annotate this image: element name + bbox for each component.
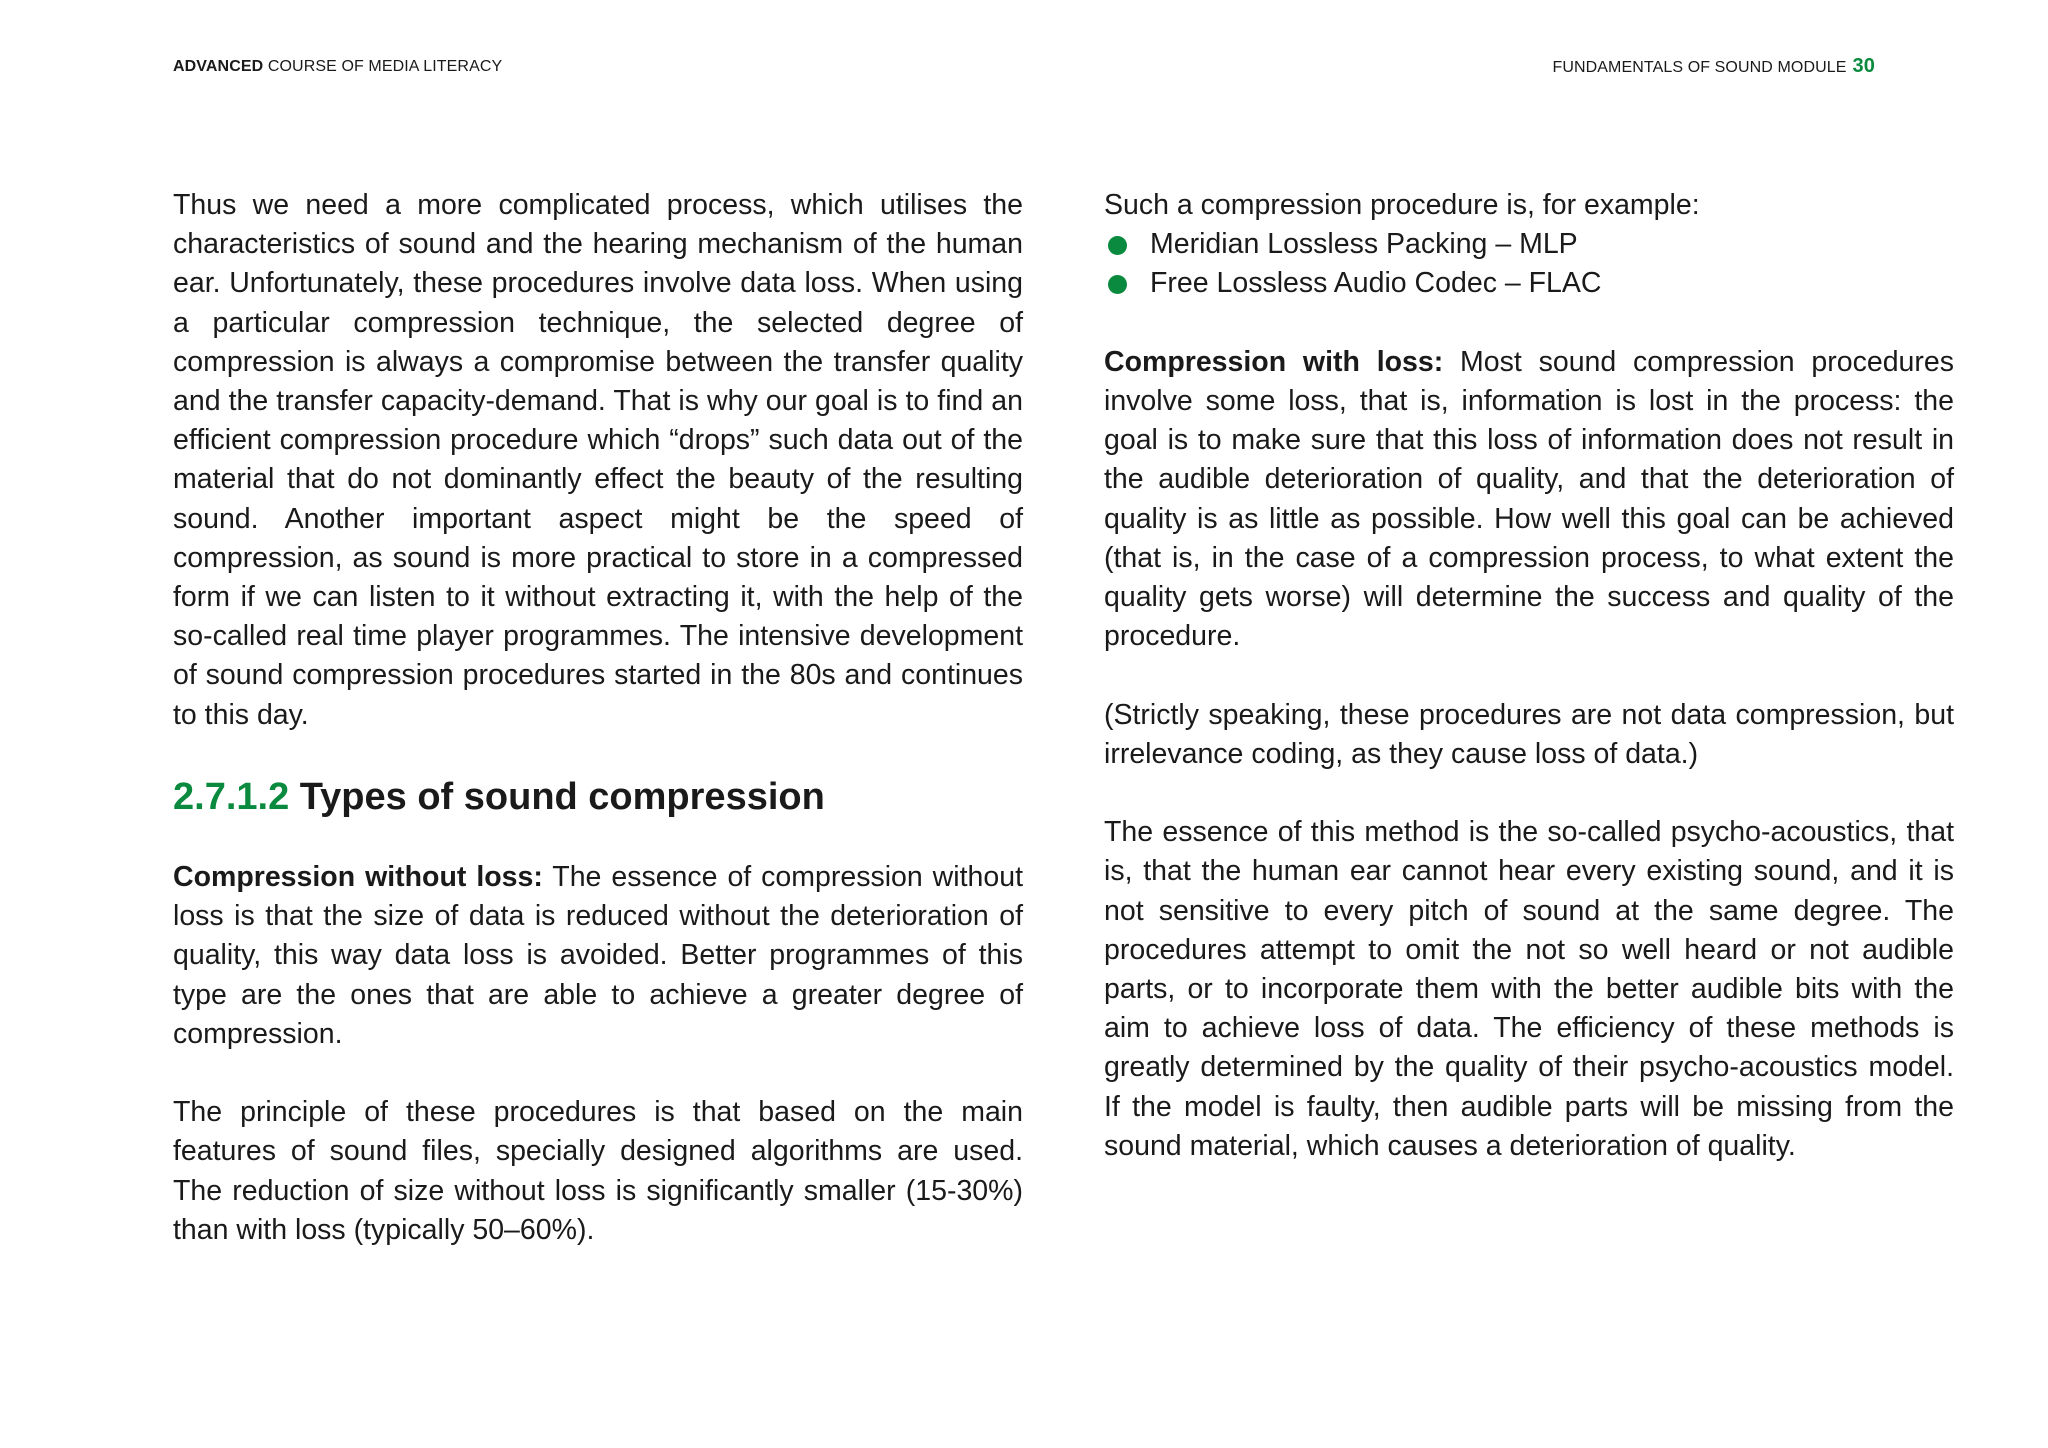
principle-paragraph: The principle of these procedures is that based on the main features of sound files, specially designed algorithms are used. The reduction of size without loss is significantly smaller (15-30%) than with loss (typically 50–60%). — [173, 1096, 1023, 1246]
lossy-run-head: Compression with loss: — [1104, 345, 1444, 378]
section-number: 2.7.1.2 — [173, 776, 290, 819]
course-title — [173, 58, 502, 76]
course-title-rest: COURSE OF MEDIA LITERACY — [263, 58, 503, 75]
lossy-body: Most sound compression procedures involve some loss, that is, information is lost in the process: the goal is to make sure that this loss of information does not result in the audible deterioration of quality, and that the deterioration of quality is as little as possible. How well this goal can be achieved (that is, in the case of a compression process, to what extent the quality gets worse) will determine the success and quality of the procedure. — [1104, 345, 1954, 653]
intro-paragraph: Thus we need a more complicated process, which utilises the characteristics of sound and the hearing mechanism of the human ear. Unfortunately, these procedures involve data loss. When using a particular compression technique, the selected degree of compression is always a compromise between the transfer quality and the transfer capacity-demand. That is why our goal is to find an efficient compression procedure which “drops” such data out of the material that do not dominantly effect the beauty of the resulting sound. Another important aspect might be the speed of compression, as sound is more practical to store in a compressed form if we can listen to it without extracting it, with the help of the so-called real time player programmes. The intensive development of sound compression procedures started in the 80s and continues to this day. — [173, 189, 1023, 731]
section-title: Types of sound compression — [289, 776, 825, 819]
module-title — [1552, 55, 1875, 78]
psychoacoustics-paragraph: The essence of this method is the so-called psycho-acoustics, that is, that the human ear cannot hear every existing sound, and it is not sensitive to every pitch of sound at the same degree. The procedures attempt to omit the not so well heard or not audible parts, or to incorporate them with the better audible bits with the aim to achieve loss of data. The efficiency of these methods is greatly determined by the quality of their psycho-acoustics model. If the model is faulty, then audible parts will be missing from the sound material, which causes a deterioration of quality. — [1104, 816, 1954, 1162]
course-title-strong: ADVANCED — [173, 58, 264, 75]
strictly-paragraph: (Strictly speaking, these procedures are not data compression, but irrelevance coding, as they cause loss of data.) — [1104, 698, 1954, 770]
examples-intro: Such a compression procedure is, for example: — [1104, 189, 1700, 221]
lossless-run-head: Compression without loss: — [173, 861, 543, 894]
lossless-body: The essence of compression without loss is that the size of data is reduced without the deterioration of quality, this way data loss is avoided. Better programmes of this type are the ones that are able to achieve a greater degree of compression. — [173, 861, 1023, 1050]
list-item-text: Meridian Lossless Packing – MLP — [1150, 228, 1578, 261]
page-number: 30 — [1852, 55, 1875, 77]
bullet-dot-icon — [1108, 275, 1127, 294]
lossy-paragraph — [1104, 343, 1954, 657]
section-heading — [173, 774, 1023, 820]
module-title-text: FUNDAMENTALS OF SOUND MODULE — [1552, 59, 1847, 76]
running-header — [173, 55, 1875, 82]
list-item-text: Free Lossless Audio Codec – FLAC — [1150, 267, 1602, 300]
list-item — [1104, 264, 1954, 303]
right-column — [1104, 186, 1954, 1205]
examples-list — [1104, 225, 1954, 303]
bullet-dot-icon — [1108, 236, 1127, 255]
list-item — [1104, 225, 1954, 264]
left-column — [173, 186, 1023, 1289]
lossless-paragraph — [173, 858, 1023, 1054]
